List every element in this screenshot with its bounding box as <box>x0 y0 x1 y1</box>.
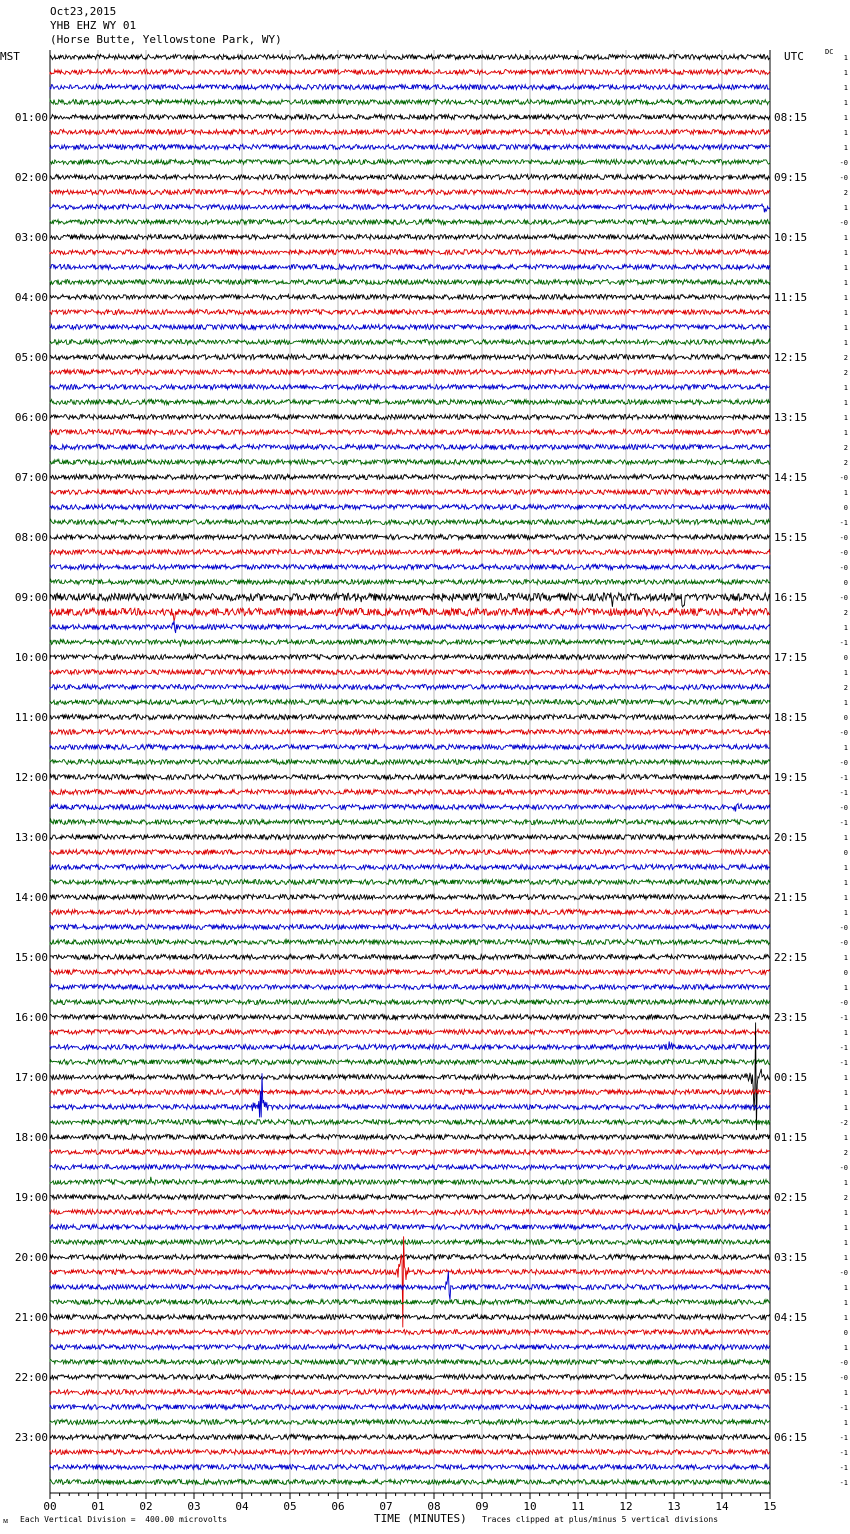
dc-offset-label: 2 <box>843 609 848 617</box>
dc-offset-label: 1 <box>843 399 848 407</box>
seismic-trace <box>50 280 770 285</box>
seismic-trace <box>50 1015 770 1020</box>
left-hour-label: 22:00 <box>14 1371 48 1384</box>
left-hour-label: 16:00 <box>14 1011 48 1024</box>
dc-offset-label: 1 <box>843 414 848 422</box>
dc-offset-label: 1 <box>843 114 848 122</box>
x-tick-label: 11 <box>571 1500 585 1513</box>
dc-offset-label: 1 <box>843 624 848 632</box>
seismic-trace <box>50 220 770 225</box>
dc-offset-label: -0 <box>839 1374 848 1382</box>
dc-offset-label: 0 <box>843 654 848 662</box>
seismic-trace <box>50 115 770 120</box>
seismic-trace <box>50 1195 770 1200</box>
dc-offset-label: -0 <box>839 1269 848 1277</box>
right-hour-label: 11:15 <box>774 291 808 304</box>
dc-offset-label: -0 <box>839 564 848 572</box>
seismic-trace <box>50 70 770 75</box>
left-hour-label: 03:00 <box>14 231 48 244</box>
dc-offset-label: -0 <box>839 729 848 737</box>
right-timezone-label: UTC <box>784 50 804 63</box>
dc-offset-label: -0 <box>839 1359 848 1367</box>
left-hour-label: 01:00 <box>14 111 48 124</box>
left-hour-label: 15:00 <box>14 951 48 964</box>
x-tick-label: 13 <box>667 1500 681 1513</box>
seismic-trace <box>50 520 770 525</box>
dc-offset-label: 1 <box>843 699 848 707</box>
left-hour-label: 11:00 <box>14 711 48 724</box>
dc-offset-label: 1 <box>843 1209 848 1217</box>
left-hour-label: 19:00 <box>14 1191 48 1204</box>
right-hour-label: 23:15 <box>774 1011 808 1024</box>
dc-offset-label: -0 <box>839 594 848 602</box>
dc-offset-label: 1 <box>843 429 848 437</box>
dc-offset-label: -0 <box>839 939 848 947</box>
dc-offset-label: 1 <box>843 879 848 887</box>
seismic-trace <box>50 1073 770 1117</box>
seismic-trace <box>50 250 770 255</box>
dc-offset-label: 1 <box>843 1224 848 1232</box>
seismic-trace <box>50 175 770 180</box>
seismic-trace <box>50 985 770 990</box>
dc-offset-label: 1 <box>843 264 848 272</box>
x-tick-label: 02 <box>139 1500 153 1513</box>
seismic-trace <box>50 535 770 540</box>
dc-offset-label: 1 <box>843 669 848 677</box>
dc-offset-label: -1 <box>839 519 848 527</box>
dc-offset-label: 1 <box>843 489 848 497</box>
right-hour-label: 01:15 <box>774 1131 808 1144</box>
dc-offset-label: 0 <box>843 579 848 587</box>
seismic-trace <box>50 430 770 435</box>
dc-offset-label: 1 <box>843 1419 848 1427</box>
x-tick-label: 03 <box>187 1500 201 1513</box>
dc-offset-label: 1 <box>843 84 848 92</box>
dc-offset-label: 0 <box>843 849 848 857</box>
right-hour-label: 05:15 <box>774 1371 808 1384</box>
left-hour-label: 23:00 <box>14 1431 48 1444</box>
seismic-trace <box>50 55 770 60</box>
right-hour-label: 13:15 <box>774 411 808 424</box>
seismic-trace <box>50 745 770 750</box>
seismic-trace <box>50 775 770 780</box>
dc-label: DC <box>825 48 834 56</box>
dc-offset-label: -1 <box>839 1044 848 1052</box>
seismic-trace <box>50 310 770 315</box>
seismic-trace <box>50 1041 770 1049</box>
dc-offset-label: -1 <box>839 1464 848 1472</box>
right-hour-label: 22:15 <box>774 951 808 964</box>
dc-offset-label: 1 <box>843 1254 848 1262</box>
seismic-trace <box>50 565 770 570</box>
dc-offset-label: 1 <box>843 1089 848 1097</box>
seismic-trace <box>50 1480 770 1485</box>
seismic-trace <box>50 550 770 555</box>
seismic-trace <box>50 1177 770 1185</box>
dc-offset-label: -1 <box>839 1059 848 1067</box>
dc-offset-label: -1 <box>839 819 848 827</box>
seismic-trace <box>50 608 770 621</box>
dc-offset-label: 1 <box>843 1314 848 1322</box>
left-hour-label: 12:00 <box>14 771 48 784</box>
seismic-trace <box>50 640 770 647</box>
seismic-trace <box>50 85 770 90</box>
dc-offset-label: 1 <box>843 279 848 287</box>
left-hour-label: 21:00 <box>14 1311 48 1324</box>
dc-offset-label: 1 <box>843 1134 848 1142</box>
dc-offset-label: -0 <box>839 174 848 182</box>
right-hour-label: 04:15 <box>774 1311 808 1324</box>
dc-offset-label: -2 <box>839 1119 848 1127</box>
left-hour-label: 14:00 <box>14 891 48 904</box>
seismic-trace <box>50 895 770 900</box>
seismic-trace <box>50 1060 770 1065</box>
scale-note: Each Vertical Division = 400.00 microvolts <box>20 1515 228 1524</box>
x-tick-label: 00 <box>43 1500 57 1513</box>
seismic-trace <box>50 1271 770 1300</box>
dc-offset-label: -0 <box>839 219 848 227</box>
dc-offset-label: 1 <box>843 1299 848 1307</box>
x-tick-label: 05 <box>283 1500 297 1513</box>
header-station: YHB EHZ WY 01 <box>50 19 137 32</box>
seismic-trace <box>50 580 770 585</box>
left-hour-label: 07:00 <box>14 471 48 484</box>
seismic-trace <box>50 1236 770 1327</box>
header-date: Oct23,2015 <box>50 5 117 18</box>
seismic-trace <box>50 355 770 360</box>
seismic-trace <box>50 1150 770 1155</box>
dc-offset-label: -0 <box>839 549 848 557</box>
seismic-trace <box>50 715 770 720</box>
dc-offset-label: -0 <box>839 804 848 812</box>
seismic-trace <box>50 1465 770 1470</box>
dc-offset-label: 1 <box>843 234 848 242</box>
dc-offset-label: 1 <box>843 54 848 62</box>
dc-offset-label: 1 <box>843 834 848 842</box>
dc-offset-label: 2 <box>843 189 848 197</box>
dc-offset-label: 1 <box>843 1074 848 1082</box>
seismic-trace <box>50 145 770 150</box>
right-hour-label: 16:15 <box>774 591 808 604</box>
dc-offset-label: 1 <box>843 1284 848 1292</box>
x-tick-label: 12 <box>619 1500 633 1513</box>
seismic-trace <box>50 1165 770 1170</box>
seismic-trace <box>50 804 770 812</box>
right-hour-label: 12:15 <box>774 351 808 364</box>
seismic-trace <box>50 490 770 495</box>
seismic-trace <box>50 730 770 735</box>
dc-offset-label: 1 <box>843 909 848 917</box>
x-tick-label: 06 <box>331 1500 345 1513</box>
label-layer <box>15 54 848 1513</box>
seismic-trace <box>50 400 770 405</box>
right-hour-label: 20:15 <box>774 831 808 844</box>
dc-offset-label: -1 <box>839 1014 848 1022</box>
dc-offset-label: 0 <box>843 714 848 722</box>
x-tick-label: 07 <box>379 1500 393 1513</box>
dc-offset-label: 2 <box>843 1194 848 1202</box>
dc-offset-label: -1 <box>839 1479 848 1487</box>
left-hour-label: 17:00 <box>14 1071 48 1084</box>
seismic-trace <box>50 1030 770 1035</box>
right-hour-label: 21:15 <box>774 891 808 904</box>
dc-offset-label: 1 <box>843 1029 848 1037</box>
dc-offset-label: -1 <box>839 789 848 797</box>
dc-offset-label: 1 <box>843 1239 848 1247</box>
dc-offset-label: 1 <box>843 249 848 257</box>
seismic-trace <box>50 820 770 825</box>
left-hour-label: 20:00 <box>14 1251 48 1264</box>
seismic-trace <box>50 445 770 450</box>
seismic-trace <box>50 265 770 270</box>
left-hour-label: 02:00 <box>14 171 48 184</box>
seismic-trace <box>50 1223 770 1231</box>
seismic-trace <box>50 340 770 345</box>
seismic-trace <box>50 1255 770 1260</box>
seismic-trace <box>50 970 770 975</box>
right-hour-label: 09:15 <box>774 171 808 184</box>
seismic-trace <box>50 865 770 870</box>
dc-offset-label: 1 <box>843 984 848 992</box>
dc-offset-label: -0 <box>839 1164 848 1172</box>
seismic-trace <box>50 235 770 240</box>
left-hour-label: 18:00 <box>14 1131 48 1144</box>
right-hour-label: 02:15 <box>774 1191 808 1204</box>
seismic-trace <box>50 880 770 885</box>
dc-offset-label: 1 <box>843 954 848 962</box>
seismic-trace <box>50 1300 770 1305</box>
dc-offset-label: 1 <box>843 99 848 107</box>
x-tick-label: 10 <box>523 1500 537 1513</box>
seismic-trace <box>50 130 770 135</box>
dc-offset-label: 0 <box>843 504 848 512</box>
dc-offset-label: 1 <box>843 309 848 317</box>
seismic-trace <box>50 460 770 465</box>
seismic-trace <box>50 1450 770 1455</box>
seismic-trace <box>50 325 770 330</box>
seismic-trace <box>50 1330 770 1335</box>
dc-offset-label: 1 <box>843 744 848 752</box>
seismic-trace <box>50 790 770 795</box>
seismic-trace <box>50 955 770 960</box>
dc-offset-label: 0 <box>843 969 848 977</box>
x-tick-label: 15 <box>763 1500 777 1513</box>
right-hour-label: 00:15 <box>774 1071 808 1084</box>
seismic-trace <box>50 1000 770 1005</box>
x-tick-label: 14 <box>715 1500 729 1513</box>
left-timezone-label: MST <box>0 50 20 63</box>
seismic-trace <box>50 700 770 705</box>
left-hour-label: 08:00 <box>14 531 48 544</box>
left-hour-label: 06:00 <box>14 411 48 424</box>
seismic-trace <box>50 370 770 375</box>
seismic-trace <box>50 1390 770 1395</box>
left-hour-label: 05:00 <box>14 351 48 364</box>
trace-layer <box>50 55 770 1485</box>
right-hour-label: 03:15 <box>774 1251 808 1264</box>
left-hour-label: 10:00 <box>14 651 48 664</box>
dc-offset-label: 1 <box>843 894 848 902</box>
seismic-trace <box>50 1210 770 1215</box>
right-hour-label: 17:15 <box>774 651 808 664</box>
right-hour-label: 06:15 <box>774 1431 808 1444</box>
dc-offset-label: 2 <box>843 459 848 467</box>
dc-offset-label: 1 <box>843 864 848 872</box>
right-hour-label: 14:15 <box>774 471 808 484</box>
x-axis-label: TIME (MINUTES) <box>374 1512 467 1525</box>
x-tick-label: 01 <box>91 1500 105 1513</box>
dc-offset-label: 1 <box>843 294 848 302</box>
seismic-trace <box>50 760 770 765</box>
dc-offset-label: 1 <box>843 1389 848 1397</box>
right-hour-label: 08:15 <box>774 111 808 124</box>
seismic-trace <box>50 1315 770 1320</box>
right-hour-label: 18:15 <box>774 711 808 724</box>
dc-offset-label: 1 <box>843 324 848 332</box>
seismic-trace <box>50 204 770 212</box>
dc-offset-label: 2 <box>843 444 848 452</box>
dc-offset-label: -1 <box>839 1434 848 1442</box>
seismic-trace <box>50 850 770 855</box>
dc-offset-label: 2 <box>843 1149 848 1157</box>
dc-offset-label: 1 <box>843 1104 848 1112</box>
dc-offset-label: -1 <box>839 639 848 647</box>
seismic-trace <box>50 835 770 840</box>
left-hour-label: 13:00 <box>14 831 48 844</box>
seismic-trace <box>50 1375 770 1380</box>
dc-offset-label: 2 <box>843 354 848 362</box>
right-hour-label: 10:15 <box>774 231 808 244</box>
dc-offset-label: 1 <box>843 144 848 152</box>
dc-offset-label: 2 <box>843 369 848 377</box>
seismic-trace <box>50 1405 770 1410</box>
seismic-trace <box>50 1240 770 1245</box>
seismic-trace <box>50 685 770 690</box>
seismic-trace <box>50 1420 770 1425</box>
left-hour-label: 04:00 <box>14 291 48 304</box>
seismic-trace <box>50 1135 770 1140</box>
x-tick-label: 08 <box>427 1500 441 1513</box>
x-tick-label: 04 <box>235 1500 249 1513</box>
right-hour-label: 19:15 <box>774 771 808 784</box>
seismic-trace <box>50 621 770 633</box>
dc-offset-label: -0 <box>839 759 848 767</box>
dc-offset-label: 1 <box>843 129 848 137</box>
dc-offset-label: 2 <box>843 684 848 692</box>
x-tick-label: 09 <box>475 1500 489 1513</box>
seismic-trace <box>50 1435 770 1440</box>
seismic-trace <box>50 1023 770 1131</box>
dc-offset-label: -0 <box>839 924 848 932</box>
seismic-trace <box>50 100 770 105</box>
seismic-trace <box>50 1360 770 1365</box>
clip-note: Traces clipped at plus/minus 5 vertical divisions <box>482 1515 719 1524</box>
seismic-trace <box>50 475 770 480</box>
dc-offset-label: 1 <box>843 1179 848 1187</box>
seismic-trace <box>50 190 770 195</box>
seismic-trace <box>50 1090 770 1095</box>
dc-offset-label: -0 <box>839 534 848 542</box>
dc-offset-label: -1 <box>839 1449 848 1457</box>
dc-offset-label: 1 <box>843 1344 848 1352</box>
seismic-trace <box>50 910 770 915</box>
seismic-trace <box>50 160 770 165</box>
dc-offset-label: 1 <box>843 384 848 392</box>
dc-offset-label: -1 <box>839 1404 848 1412</box>
seismic-trace <box>50 295 770 300</box>
dc-offset-label: -0 <box>839 999 848 1007</box>
left-hour-label: 09:00 <box>14 591 48 604</box>
dc-offset-label: -1 <box>839 774 848 782</box>
seismic-trace <box>50 593 770 607</box>
seismic-trace <box>50 655 770 660</box>
right-hour-label: 15:15 <box>774 531 808 544</box>
seismic-trace <box>50 505 770 510</box>
dc-offset-label: 1 <box>843 339 848 347</box>
seismic-trace <box>50 925 770 930</box>
seismic-trace <box>50 385 770 390</box>
seismic-trace <box>50 940 770 945</box>
seismic-trace <box>50 415 770 420</box>
dc-offset-label: 1 <box>843 204 848 212</box>
dc-offset-label: 1 <box>843 69 848 77</box>
header-location: (Horse Butte, Yellowstone Park, WY) <box>50 33 282 46</box>
dc-offset-label: -0 <box>839 474 848 482</box>
seismic-trace <box>50 1345 770 1350</box>
seismic-trace <box>50 1120 770 1125</box>
dc-offset-label: 0 <box>843 1329 848 1337</box>
scale-mark: ᴍ <box>3 1516 9 1525</box>
seismic-trace <box>50 670 770 675</box>
dc-offset-label: -0 <box>839 159 848 167</box>
